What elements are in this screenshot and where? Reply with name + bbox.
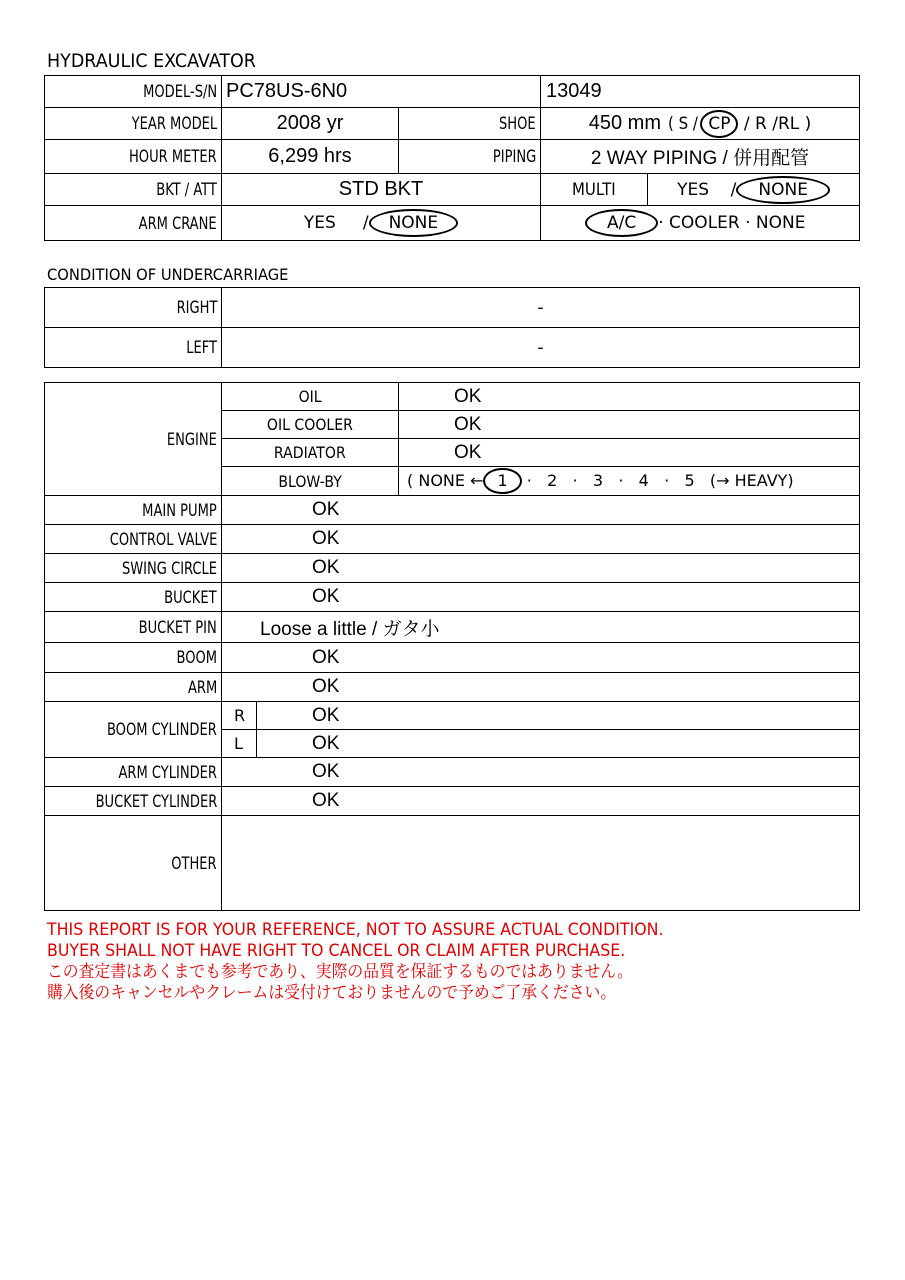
multi-yes: YES: [677, 179, 710, 200]
swing-circle-label: SWING CIRCLE: [45, 554, 222, 583]
ac-selected-oval: A/C: [585, 209, 658, 237]
bucket-cyl-value: OK: [222, 787, 860, 816]
control-valve-value: OK: [222, 525, 860, 554]
blowby-label: BLOW-BY: [222, 467, 399, 496]
multi-value: [648, 174, 860, 206]
arm-cyl-value: OK: [222, 758, 860, 787]
year-value: 2008 yr: [222, 108, 399, 140]
crane-sep: /: [362, 213, 369, 233]
bucket-pin-value: Loose a little / ガタ小: [222, 612, 860, 643]
oil-cooler-label: OIL COOLER: [222, 411, 399, 439]
boom-cyl-r-value: OK: [257, 702, 860, 730]
uc-right-label: RIGHT: [45, 288, 222, 328]
swing-circle-value: OK: [222, 554, 860, 583]
blowby-rest: · 2 · 3 · 4 · 5 (→ HEAVY): [526, 471, 794, 490]
bucket-value: OK: [222, 583, 860, 612]
crane-label: ARM CRANE: [45, 206, 222, 241]
arm-label: ARM: [45, 673, 222, 702]
crane-selected-oval: NONE: [369, 209, 459, 237]
oil-value: OK: [399, 383, 860, 411]
piping-value: 2 WAY PIPING / 併用配管: [541, 140, 860, 174]
hour-value: 6,299 hrs: [222, 140, 399, 174]
blowby-open: ( NONE ←: [407, 471, 484, 490]
other-value: [222, 816, 860, 911]
multi-label: MULTI: [541, 174, 648, 206]
page-title: HYDRAULIC EXCAVATOR: [47, 50, 256, 72]
arm-cyl-label: ARM CYLINDER: [45, 758, 222, 787]
disclaimer-line-3: この査定書はあくまでも参考であり、実際の品質を保証するものではありません。: [47, 962, 633, 982]
bucket-pin-label: BUCKET PIN: [45, 612, 222, 643]
main-pump-label: MAIN PUMP: [45, 496, 222, 525]
piping-label: PIPING: [399, 140, 541, 174]
shoe-selected-oval: CP: [700, 110, 738, 138]
multi-selected-oval: NONE: [736, 176, 830, 204]
bucket-cyl-label: BUCKET CYLINDER: [45, 787, 222, 816]
shoe-rest: / R /RL ): [743, 113, 812, 134]
bkt-label: BKT / ATT: [45, 174, 222, 206]
oil-label: OIL: [222, 383, 399, 411]
crane-value: [222, 206, 541, 241]
ac-rest: · COOLER · NONE: [658, 213, 806, 233]
ac-value: [541, 206, 860, 241]
year-label: YEAR MODEL: [45, 108, 222, 140]
bucket-label: BUCKET: [45, 583, 222, 612]
undercarriage-title: CONDITION OF UNDERCARRIAGE: [47, 265, 289, 284]
main-pump-value: OK: [222, 496, 860, 525]
boom-cyl-r-label: R: [222, 702, 257, 730]
shoe-open: ( S /: [668, 113, 699, 134]
uc-right-value: -: [222, 288, 860, 328]
hour-label: HOUR METER: [45, 140, 222, 174]
condition-table: [44, 382, 860, 911]
undercarriage-table: [44, 287, 860, 368]
bkt-value: STD BKT: [222, 174, 541, 206]
boom-label: BOOM: [45, 643, 222, 673]
blowby-scale: [399, 467, 860, 496]
boom-value: OK: [222, 643, 860, 673]
multi-sep: /: [730, 179, 737, 200]
boom-cyl-l-label: L: [222, 730, 257, 758]
disclaimer-line-1: THIS REPORT IS FOR YOUR REFERENCE, NOT TO ASSURE ACTUAL CONDITION.: [47, 920, 664, 940]
shoe-size: 450 mm: [588, 111, 661, 134]
spec-table: [44, 75, 860, 241]
crane-yes: YES: [303, 213, 336, 233]
uc-left-value: -: [222, 328, 860, 368]
model-value: PC78US-6N0: [222, 76, 541, 108]
control-valve-label: CONTROL VALVE: [45, 525, 222, 554]
serial-value: 13049: [541, 76, 860, 108]
other-label: OTHER: [45, 816, 222, 911]
boom-cyl-l-value: OK: [257, 730, 860, 758]
arm-value: OK: [222, 673, 860, 702]
shoe-value: [541, 108, 860, 140]
shoe-label: SHOE: [399, 108, 541, 140]
boom-cyl-label: BOOM CYLINDER: [45, 702, 222, 758]
disclaimer-line-4: 購入後のキャンセルやクレームは受付けておりませんので予めご了承ください。: [47, 983, 617, 1003]
radiator-value: OK: [399, 439, 860, 467]
oil-cooler-value: OK: [399, 411, 860, 439]
radiator-label: RADIATOR: [222, 439, 399, 467]
blowby-selected-oval: 1: [483, 468, 521, 494]
uc-left-label: LEFT: [45, 328, 222, 368]
model-sn-label: MODEL-S/N: [45, 76, 222, 108]
engine-label: ENGINE: [45, 383, 222, 496]
disclaimer-line-2: BUYER SHALL NOT HAVE RIGHT TO CANCEL OR CLAIM AFTER PURCHASE.: [47, 941, 626, 961]
disclaimer: [47, 920, 710, 1004]
